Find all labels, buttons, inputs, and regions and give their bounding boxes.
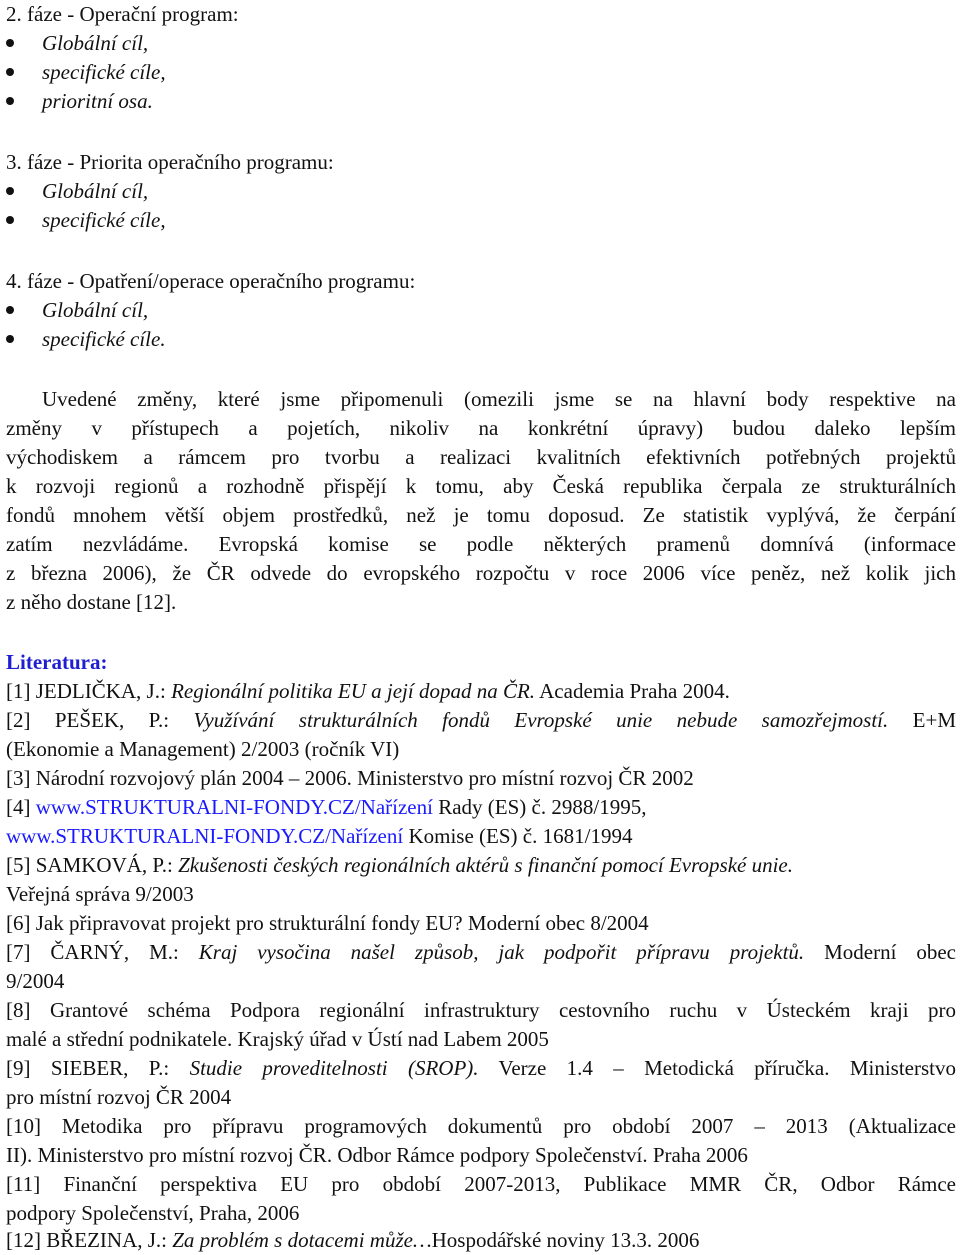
- reference-11-line-2: podpory Společenství, Praha, 2006: [6, 1201, 300, 1225]
- reference-3: [3] Národní rozvojový plán 2004 – 2006. Ministerstvo pro místní rozvoj ČR 2002: [6, 766, 694, 790]
- reference-4-link-1[interactable]: www.STRUKTURALNI-FONDY.CZ/Nařízení: [35, 795, 433, 819]
- reference-11: [11] Finanční perspektiva EU pro období 2007-2013, Publikace MMR ČR, Odbor Rámce: [6, 1172, 956, 1196]
- reference-9: [9] SIEBER, P.: Studie proveditelnosti (SROP). Verze 1.4 – Metodická příručka. Ministerstvo: [6, 1056, 956, 1080]
- bullet-dot-icon: [6, 68, 14, 76]
- reference-10-line-2: II). Ministerstvo pro místní rozvoj ČR. Odbor Rámce podpory Společenství. Praha 2006: [6, 1143, 748, 1167]
- reference-4: [4] www.STRUKTURALNI-FONDY.CZ/Nařízení Rady (ES) č. 2988/1995,: [6, 795, 647, 819]
- reference-7-line-2: 9/2004: [6, 969, 65, 993]
- paragraph-line-2: změny v přístupech a pojetích, nikoliv na konkrétní úpravy) budou daleko lepším: [6, 416, 956, 440]
- reference-1: [1] JEDLIČKA, J.: Regionální politika EU a její dopad na ČR. Academia Praha 2004.: [6, 679, 730, 703]
- phase4-heading: 4. fáze - Opatření/operace operačního programu:: [6, 269, 416, 293]
- bullet-dot-icon: [6, 39, 14, 47]
- paragraph-line-7: z března 2006), že ČR odvede do evropského rozpočtu v roce 2006 více peněz, než kolik jich: [6, 561, 956, 585]
- phase3-heading: 3. fáze - Priorita operačního programu:: [6, 150, 334, 174]
- reference-8-line-2: malé a střední podnikatele. Krajský úřad v Ústí nad Labem 2005: [6, 1027, 549, 1051]
- paragraph-line-3: východiskem a rámcem pro tvorbu a realizaci kvalitních efektivních potřebných projektů: [6, 445, 956, 469]
- reference-5-line-2: Veřejná správa 9/2003: [6, 882, 194, 906]
- paragraph-line-6: zatím nezvládáme. Evropská komise se podle některých pramenů domnívá (informace: [6, 532, 956, 556]
- reference-2: [2] PEŠEK, P.: Využívání strukturálních fondů Evropské unie nebude samozřejmostí. E+M: [6, 708, 956, 732]
- paragraph-line-1: Uvedené změny, které jsme připomenuli (omezili jsme se na hlavní body respektive na: [42, 387, 956, 411]
- paragraph-line-8: z něho dostane [12].: [6, 590, 177, 614]
- paragraph-line-4: k rozvoji regionů a rozhodně přispějí k tomu, aby Česká republika čerpala ze strukturálních: [6, 474, 956, 498]
- bullet-dot-icon: [6, 306, 14, 314]
- bullet-dot-icon: [6, 335, 14, 343]
- phase4-bullet-1: Globální cíl,: [0, 296, 960, 325]
- paragraph-line-5: fondů mnohem větší objem prostředků, než je tomu doposud. Ze statistik vyplývá, že čerpání: [6, 503, 956, 527]
- phase3-bullet-1: Globální cíl,: [0, 177, 960, 206]
- reference-7: [7] ČARNÝ, M.: Kraj vysočina našel způsob, jak podpořit přípravu projektů. Moderní obec: [6, 940, 956, 964]
- reference-10: [10] Metodika pro přípravu programových dokumentů pro období 2007 – 2013 (Aktualizace: [6, 1114, 956, 1138]
- bullet-dot-icon: [6, 216, 14, 224]
- bullet-dot-icon: [6, 97, 14, 105]
- phase2-bullet-3: prioritní osa.: [0, 87, 960, 116]
- reference-12: [12] BŘEZINA, J.: Za problém s dotacemi může…Hospodářské noviny 13.3. 2006: [6, 1228, 700, 1252]
- reference-5: [5] SAMKOVÁ, P.: Zkušenosti českých regionálních aktérů s finanční pomocí Evropské unie.: [6, 853, 793, 877]
- literatura-heading: Literatura:: [6, 650, 108, 674]
- phase2-bullet-2: specifické cíle,: [0, 58, 960, 87]
- reference-4-line-2: www.STRUKTURALNI-FONDY.CZ/Nařízení Komise (ES) č. 1681/1994: [6, 824, 633, 848]
- reference-6: [6] Jak připravovat projekt pro strukturální fondy EU? Moderní obec 8/2004: [6, 911, 649, 935]
- phase2-heading: 2. fáze - Operační program:: [6, 2, 239, 26]
- phase3-bullet-2: specifické cíle,: [0, 206, 960, 235]
- reference-4-link-2[interactable]: www.STRUKTURALNI-FONDY.CZ/Nařízení: [6, 824, 404, 848]
- reference-2-line-2: (Ekonomie a Management) 2/2003 (ročník VI): [6, 737, 400, 761]
- bullet-dot-icon: [6, 187, 14, 195]
- phase2-bullet-1: Globální cíl,: [0, 29, 960, 58]
- reference-9-line-2: pro místní rozvoj ČR 2004: [6, 1085, 232, 1109]
- phase4-bullet-2: specifické cíle.: [0, 325, 960, 354]
- reference-8: [8] Grantové schéma Podpora regionální infrastruktury cestovního ruchu v Ústeckém kraji pro: [6, 998, 956, 1022]
